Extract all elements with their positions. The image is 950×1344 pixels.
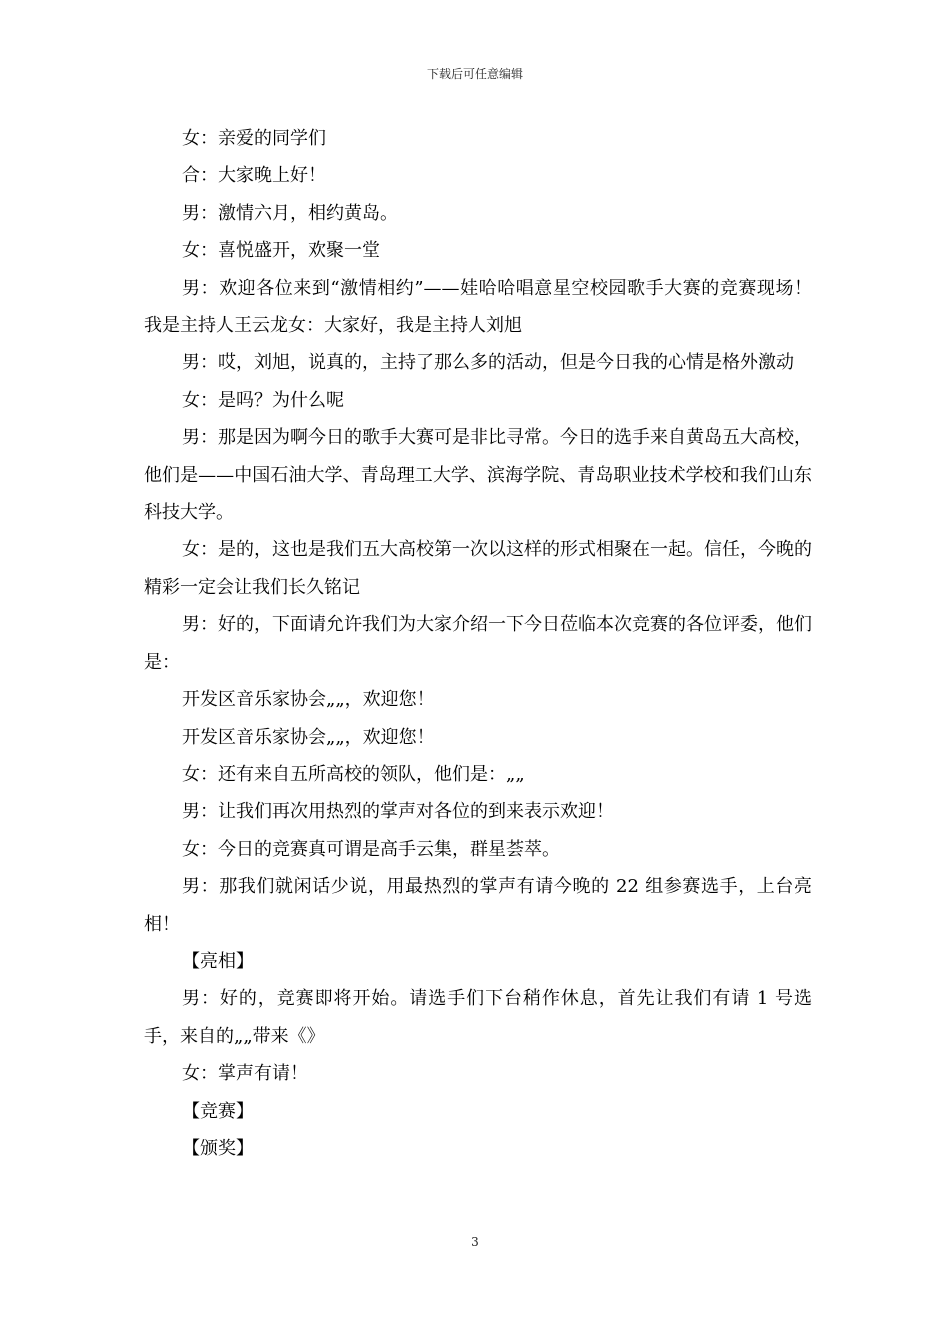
section-marker: 【竞赛】 <box>182 1100 254 1122</box>
paragraph: 男：欢迎各位来到“激情相约”——娃哈哈唱意星空校园歌手大赛的竞赛现场！我是主持人王云龙女：大家好，我是主持人刘旭 <box>144 277 812 337</box>
section-marker: 【亮相】 <box>182 950 254 972</box>
paragraph: 男：好的，下面请允许我们为大家介绍一下今日莅临本次竞赛的各位评委，他们是： <box>144 614 812 673</box>
paragraph: 开发区音乐家协会„„，欢迎您！ <box>182 689 435 711</box>
paragraph: 女：喜悦盛开，欢聚一堂 <box>182 240 380 262</box>
document-body <box>144 120 812 1167</box>
paragraph: 女：是的，这也是我们五大高校第一次以这样的形式相聚在一起。信任，今晚的精彩一定会让我们长久铭记 <box>144 539 812 598</box>
paragraph: 女：亲爱的同学们 <box>182 128 326 149</box>
paragraph: 男：那我们就闲话少说，用最热烈的掌声有请今晚的 22 组参赛选手，上台亮相！ <box>144 876 812 935</box>
paragraph: 女：是吗？为什么呢 <box>182 389 344 411</box>
paragraph: 女：今日的竞赛真可谓是高手云集，群星荟萃。 <box>182 838 560 860</box>
paragraph: 男：让我们再次用热烈的掌声对各位的到来表示欢迎！ <box>182 801 614 823</box>
paragraph: 合：大家晚上好！ <box>182 165 326 187</box>
page-header: 下载后可任意编辑 <box>426 67 523 81</box>
paragraph: 女：还有来自五所高校的领队，他们是：„„ <box>182 763 525 785</box>
paragraph: 男：那是因为啊今日的歌手大赛可是非比寻常。今日的选手来自黄岛五大高校，他们是——中国石油大学、青岛理工大学、滨海学院、青岛职业技术学校和我们山东科技大学。 <box>144 427 812 524</box>
section-marker: 【颁奖】 <box>182 1137 254 1159</box>
paragraph: 男：哎，刘旭，说真的，主持了那么多的活动，但是今日我的心情是格外激动 <box>182 352 794 374</box>
page-number: 3 <box>471 1235 479 1249</box>
paragraph: 男：好的，竞赛即将开始。请选手们下台稍作休息，首先让我们有请 1 号选手，来自的„„带来《》 <box>144 988 812 1047</box>
paragraph: 开发区音乐家协会„„，欢迎您！ <box>182 726 435 748</box>
paragraph: 男：激情六月，相约黄岛。 <box>182 202 398 224</box>
paragraph: 女：掌声有请！ <box>182 1063 308 1085</box>
